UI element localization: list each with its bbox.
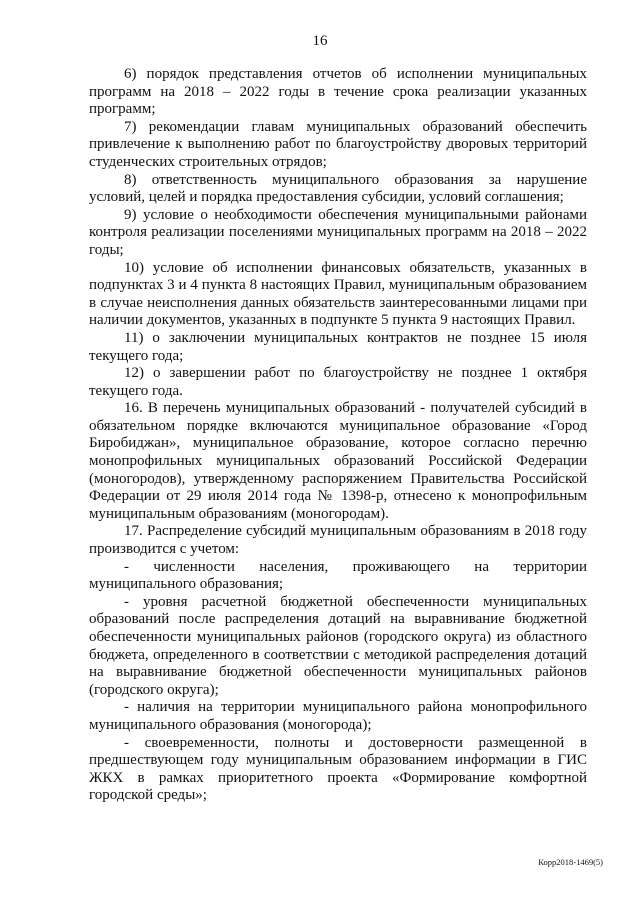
paragraph-section-17: 17. Распределение субсидий муниципальным образованиям в 2018 году производится с учетом:: [89, 523, 587, 558]
paragraph-section-16: 16. В перечень муниципальных образований - получателей субсидий в обязательном порядке включаются муниципальное образование «Город Биробиджан», муниципальное образование, которое согласно перечню монопрофильных муниципальных образований Российской Федерации (моногородов), утвержденному распоряжением Правительства Российской Федерации от 29 июля 2014 года № 1398-р, отнесено к монопрофильным муниципальным образованиям (моногородам).: [89, 400, 587, 522]
bullet-budget-sufficiency: - уровня расчетной бюджетной обеспеченности муниципальных образований после распределения дотаций на выравнивание бюджетной обеспеченности муниципальных районов (городского округа) из областного бюджета, определенного в соответствии с методикой распределения дотаций на выравнивание бюджетной обеспеченности муниципальных районов (городского округа);: [89, 593, 587, 698]
paragraph-item-11: 11) о заключении муниципальных контрактов не позднее 15 июля текущего года;: [89, 329, 587, 364]
paragraph-item-10: 10) условие об исполнении финансовых обязательств, указанных в подпунктах 3 и 4 пункта 8 настоящих Правил, муниципальным образованием в случае неисполнения данных обязательств заинтересованными лицами при наличии документов, указанных в подпункте 5 пункта 9 настоящих Правил.: [89, 259, 587, 329]
bullet-population: - численности населения, проживающего на территории муниципального образования;: [89, 558, 587, 593]
bullet-gis-zhkh: - своевременности, полноты и достоверности размещенной в предшествующем году муниципальным образованием информации в ГИС ЖКХ в рамках приоритетного проекта «Формирование комфортной городской среды»;: [89, 734, 587, 804]
paragraph-item-8: 8) ответственность муниципального образования за нарушение условий, целей и порядка предоставления субсидии, условий соглашения;: [89, 171, 587, 206]
paragraph-item-12: 12) о завершении работ по благоустройству не позднее 1 октября текущего года.: [89, 365, 587, 399]
page-number: 16: [312, 33, 328, 49]
bullet-monotown: - наличия на территории муниципального района монопрофильного муниципального образования (моногорода);: [89, 699, 587, 733]
paragraph-item-9: 9) условие о необходимости обеспечения муниципальными районами контроля реализации поселениями муниципальных программ на 2018 – 2022 годы;: [89, 206, 587, 258]
paragraph-item-6: 6) порядок представления отчетов об исполнении муниципальных программ на 2018 – 2022 годы в течение срока реализации указанных программ;: [89, 66, 587, 118]
document-code: Корр2018-1469(5): [538, 857, 603, 867]
document-body: [89, 66, 587, 805]
paragraph-item-7: 7) рекомендации главам муниципальных образований обеспечить привлечение к выполнению работ по благоустройству дворовых территорий студенческих строительных отрядов;: [89, 118, 587, 170]
